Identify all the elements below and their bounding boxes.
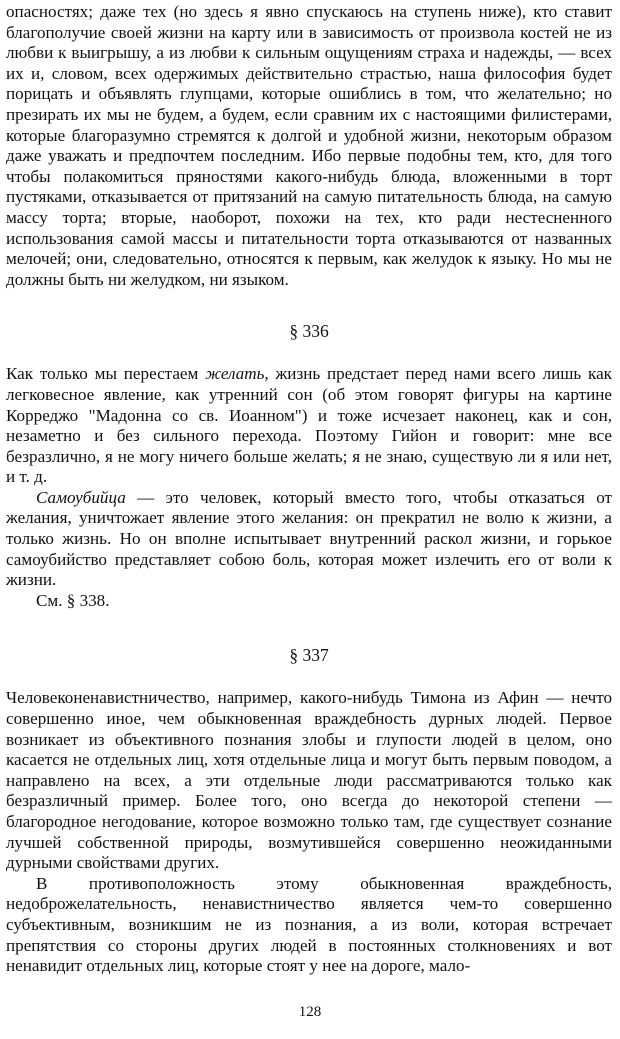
emphasis-suicide: Самоубийца	[36, 487, 126, 507]
text-fragment: — это человек, который вместо того, чтобы отказаться от желания, уничтожает явление этого желания: он прекратил не волю к жизни, а только жизнь. Но он вполне испытывает внутренний раскол жизни, и горькое самоубийство представляет собою боль, которая может излечить его от воли к жизни.	[6, 487, 612, 590]
text-fragment: Как только мы перестаем	[6, 364, 206, 384]
section-337-paragraph-2: В противоположность этому обыкновенная враждебность, недоброжелательность, ненавистничество является чем-то совершенно субъективным, возникшим не из познания, а из воли, которая встречает препятствия со стороны других людей в постоянных столкновениях и вот ненавидит отдельных лиц, которые стоят у нее на дороге, мало-	[6, 873, 612, 976]
section-337-paragraph-1: Человеконенавистничество, например, какого-нибудь Тимона из Афин — нечто совершенно иное, чем обыкновенная враждебность дурных людей. Первое возникает из объективного познания злобы и глупости людей в целом, оно касается не отдельных лиц, хотя отдельные лица и могут быть первым поводом, а направлено на всех, а эти отдельные люди рассматриваются только как безразличный пример. Более того, оно всегда до некоторой степени — благородное негодование, которое возможно только там, где существует сознание лучшей собственной природы, возмутившейся совершенно неожиданными дурными свойствами других.	[6, 688, 612, 873]
text-fragment: жизнь предстает перед нами всего лишь как легковесное явление, как утренний сон (об этом говорят фигуры на картине Корреджо "Мадонна со св. Иоанном") и тоже исчезает наконец, как и сон, незаметно и без сильного перехода. Поэтому Гийон и говорит: мне все безразлично, я не могу ничего больше желать; я не знаю, существую ли я или нет, и т. д.	[6, 364, 612, 487]
section-heading-336: § 336	[289, 321, 329, 342]
section-336-paragraph-2	[6, 488, 612, 591]
paragraph-continued: опасностях; даже тех (но здесь я явно спускаюсь на ступень ниже), кто ставит благополучие своей жизни на карту или в зависимость от произвола костей не из любви к выигрышу, а из любви к сильным ощущениям страха и надежды, — всех их и, словом, всех одержимых действительно страстью, наша философия будет порицать и объявлять глупцами, которые ошиблись в том, что желательно; но презирать их мы не будем, а будем, если сравним их с настоящими филистерами, которые благоразумно стремятся к долгой и удобной жизни, некоторым образом даже уважать и предпочтем последним. Ибо первые подобны тем, кто, для того чтобы полакомиться пряностями какого-нибудь блюда, вложенными в торт пустяками, отказывается от притязаний на самую питательность блюда, на самую массу торта; вторые, наоборот, похожи на тех, кто ради нестесненного использования самой массы и питательности торта отказываются от названных мелочей; они, следовательно, относятся к первым, как желудок к языку. Но мы не должны быть ни желудком, ни языком.	[6, 2, 612, 289]
page-number: 128	[298, 1004, 322, 1020]
section-336-paragraph-1	[6, 364, 612, 488]
emphasis-desire: желать,	[205, 364, 269, 384]
section-heading-337: § 337	[289, 645, 329, 666]
cross-reference: См. § 338.	[36, 590, 110, 610]
